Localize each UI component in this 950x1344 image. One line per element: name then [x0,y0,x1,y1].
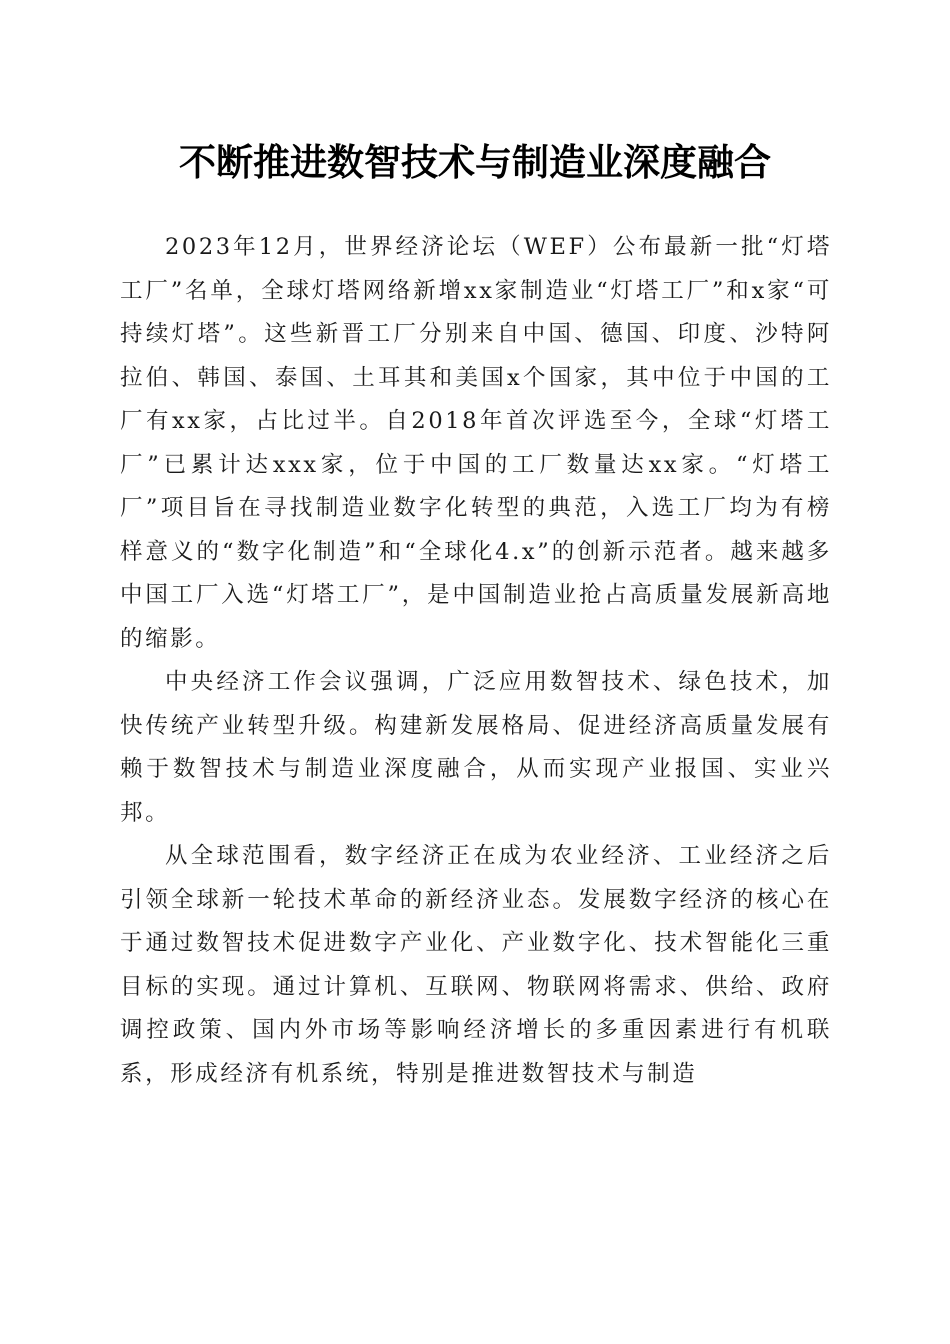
document-body [120,226,832,1096]
document-title: 不断推进数智技术与制造业深度融合 [179,140,771,184]
paragraph-1: 2023年12月，世界经济论坛（WEF）公布最新一批“灯塔工厂”名单，全球灯塔网络新增xx家制造业“灯塔工厂”和x家“可持续灯塔”。这些新晋工厂分别来自中国、德国、印度、沙特阿拉伯、韩国、泰国、土耳其和美国x个国家，其中位于中国的工厂有xx家，占比过半。自2018年首次评选至今，全球“灯塔工厂”已累计达xxx家，位于中国的工厂数量达xx家。“灯塔工厂”项目旨在寻找制造业数字化转型的典范，入选工厂均为有榜样意义的“数字化制造”和“全球化4.x”的创新示范者。越来越多中国工厂入选“灯塔工厂”，是中国制造业抢占高质量发展新高地的缩影。 [120,234,832,652]
paragraph-3: 从全球范围看，数字经济正在成为农业经济、工业经济之后引领全球新一轮技术革命的新经济业态。发展数字经济的核心在于通过数智技术促进数字产业化、产业数字化、技术智能化三重目标的实现。通过计算机、互联网、物联网将需求、供给、政府调控政策、国内外市场等影响经济增长的多重因素进行有机联系，形成经济有机系统，特别是推进数智技术与制造 [120,843,832,1087]
paragraph-2: 中央经济工作会议强调，广泛应用数智技术、绿色技术，加快传统产业转型升级。构建新发展格局、促进经济高质量发展有赖于数智技术与制造业深度融合，从而实现产业报国、实业兴邦。 [120,669,832,826]
